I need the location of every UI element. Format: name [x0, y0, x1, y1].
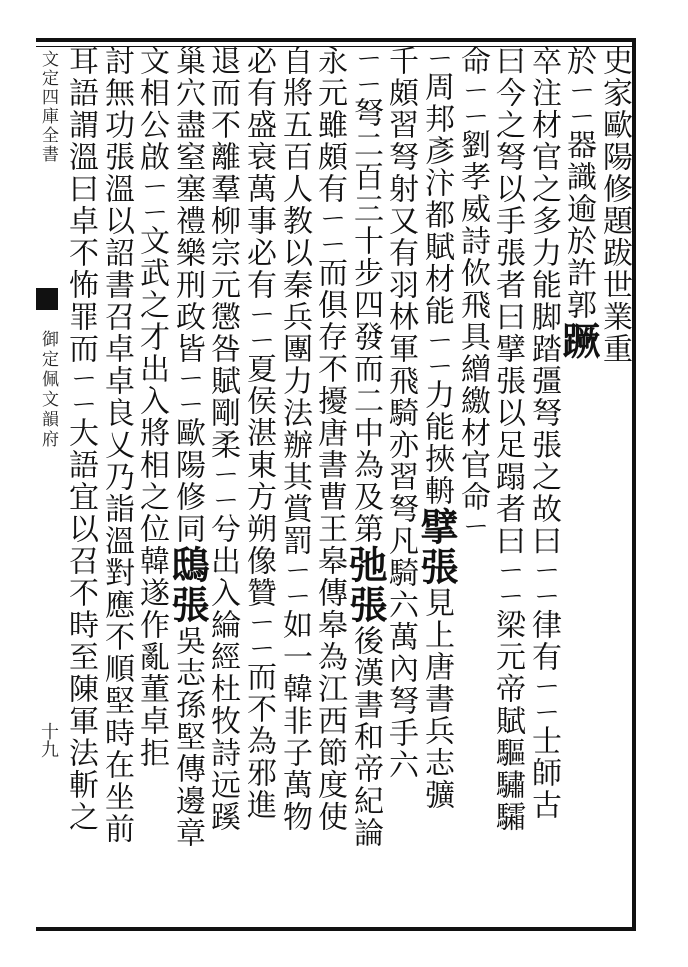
text-segment: 於ㄧㄧ器識逾於許郭 [561, 45, 596, 321]
text-column [523, 45, 563, 925]
text-column [343, 45, 388, 925]
text-segment: 騎六萬內弩手六 [383, 557, 418, 781]
text-segment: 曰今之弩以手張者曰擘張以足蹋者曰ㄧㄧ梁元帝賦驅驌驦 [490, 45, 525, 833]
text-column [202, 45, 242, 925]
top-border [36, 38, 634, 42]
headword: 弛張 [343, 545, 388, 625]
text-column [594, 45, 634, 925]
text-column [452, 45, 492, 925]
text-segment: ㄧㄧ弩二百三十步四發而二中為及第 [348, 45, 383, 545]
text-segment: 巢穴盡窒塞禮樂刑政皆ㄧㄧ歐陽修同 [170, 45, 205, 545]
text-segment: 史家歐陽修題跋世業重 [597, 45, 632, 365]
text-segment: 見上唐書兵志彍 [419, 587, 454, 811]
text-segment: 吳志孫堅傳邊章 [170, 625, 205, 849]
fishtail-mark [36, 288, 58, 310]
text-column [309, 45, 349, 925]
book-title: 御定佩文韻府 [38, 330, 58, 450]
text-segment: 必有盛衰萬事必有ㄧㄧ夏侯湛東方朔像贊ㄧㄧ而不為邪進 [241, 45, 276, 821]
text-segment: 自將五百人教以秦兵團力法辦其賞罰ㄧㄧ如一韓非子萬物 [277, 45, 312, 833]
headword: 擘張 [414, 507, 459, 587]
text-column [165, 45, 210, 925]
text-column [131, 45, 171, 925]
text-column [60, 45, 100, 925]
text-column [556, 45, 601, 925]
text-column [96, 45, 136, 925]
text-segment: 韓遂作亂董卓拒 [134, 545, 169, 769]
text-segment: 永元雖頗有ㄧㄧ而俱存不擾唐書曹王皋傳皋為江西節度使 [312, 45, 347, 833]
text-column [380, 45, 420, 925]
bottom-border [36, 927, 636, 931]
text-column [487, 45, 527, 925]
text-column [274, 45, 314, 925]
text-segment: 退而不離羣柳宗元懲咎賦剛柔ㄧㄧ兮出入綸經杜牧詩远蹊 [205, 45, 240, 833]
text-segment: 耳語謂溫曰卓不怖罪而ㄧㄧ大語宜以召不時至陳軍法斬之 [63, 45, 98, 833]
text-segment: 討無功張溫以詔書召卓卓良乂乃詣溫對應不順堅時在坐前 [99, 45, 134, 845]
text-segment: 後漢書和帝紀論 [348, 625, 383, 849]
text-column [238, 45, 278, 925]
headword: 鴟張 [165, 545, 210, 625]
text-column [414, 45, 459, 925]
text-segment: 命ㄧㄧ劉孝威詩佽飛具繒繳材官命ㄧ [455, 45, 490, 539]
page-number: 十九 [38, 722, 59, 758]
text-segment: 卒注材官之多力能脚踏彊弩張之故曰ㄧㄧ律有ㄧㄧ士師古 [526, 45, 561, 821]
margin-header: 文定四庫全書 [38, 50, 58, 164]
text-segment: 千頗習弩射又有羽林軍飛騎亦習弩凡 [383, 45, 418, 557]
text-segment: ㄧ周邦彥汴都賦材能ㄧㄧ力能挾輈 [419, 45, 454, 507]
text-segment: 文相公啟ㄧㄧ文武之才出入將相之位 [134, 45, 169, 545]
headword: 蹶 [556, 321, 601, 361]
